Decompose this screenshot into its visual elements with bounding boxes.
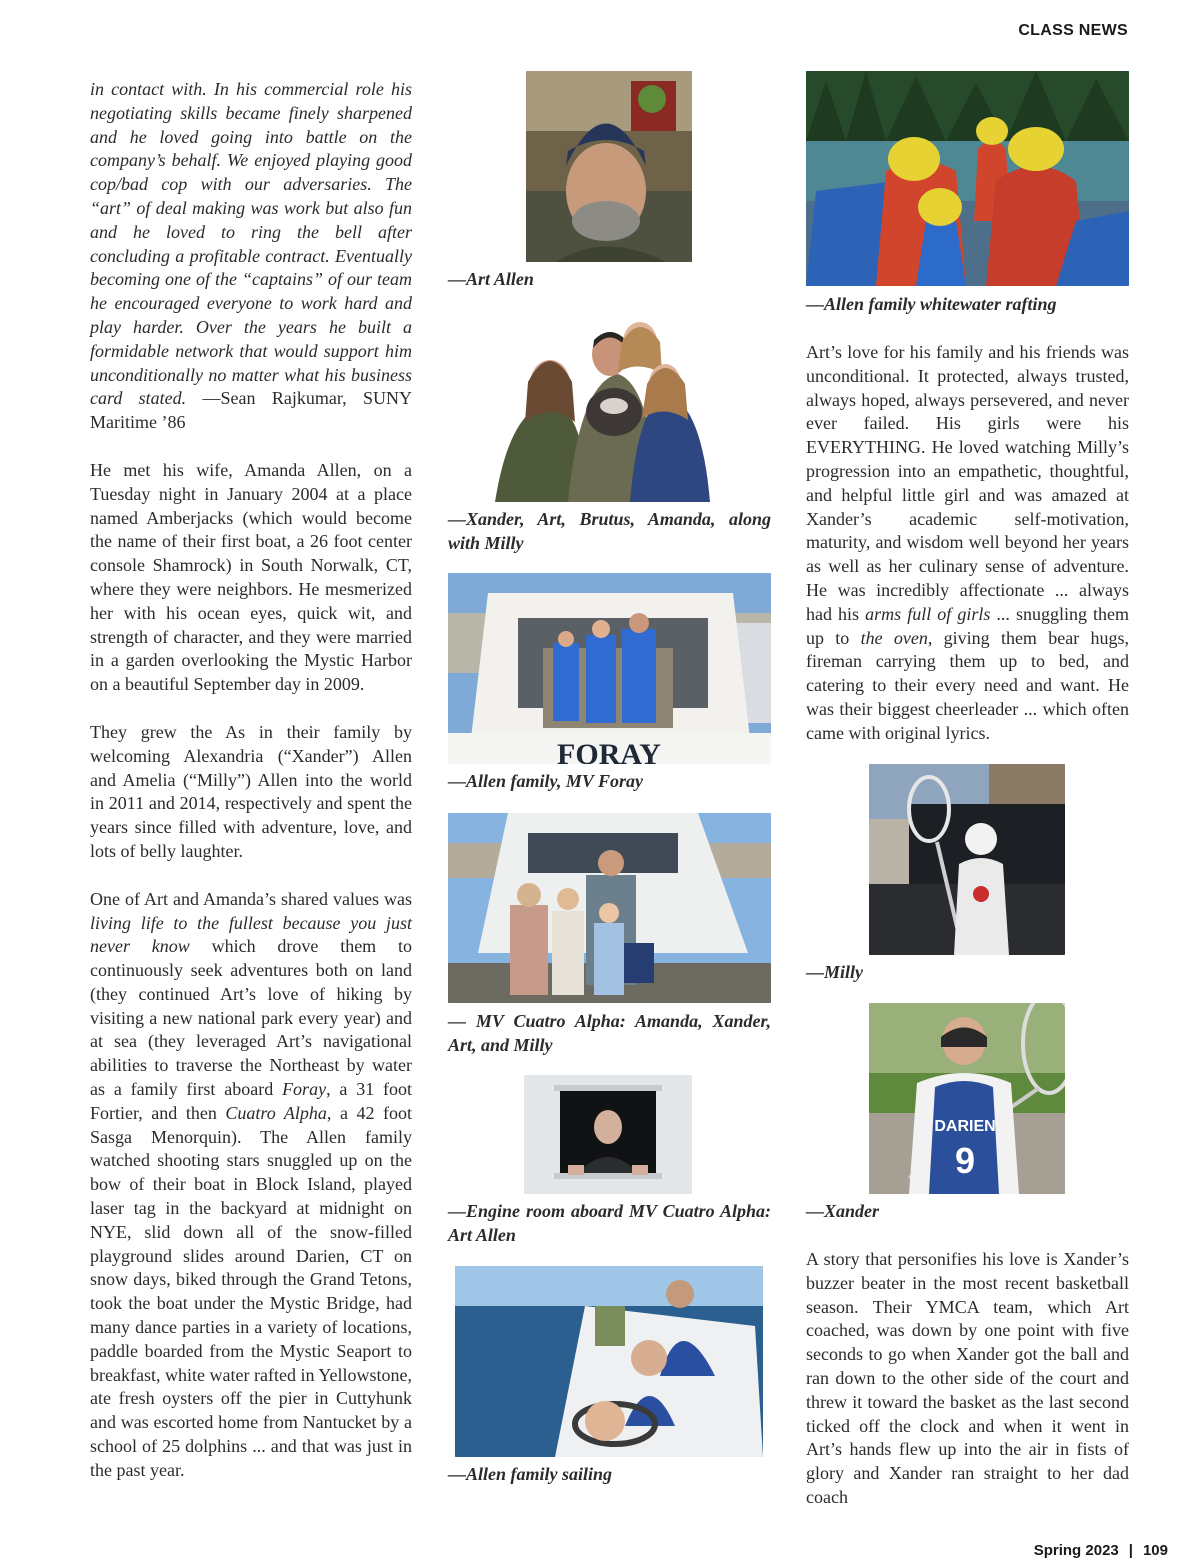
- paragraph-children: They grew the As in their family by welcoming Alexandria (“Xander”) Allen and Amelia (“Milly”) Allen into the world in 2011 and 2014, respectively and spent the years since filled with adventure, love, and lots of belly laughter.: [90, 721, 412, 861]
- paragraph-love-family: Art’s love for his family and his friends was unconditional. It protected, always trusted, always hoped, always persevered, and never ever failed. His girls were his EVERYTHING. He loved watching Milly’s progression into an empathetic, thoughtful, and helpful little girl and was amazed at Xander’s academic self-motivation, maturity, and wisdom well beyond her years as well as her culinary sense of adventure. He was incredibly affectionate ... always had his arms full of girls ... snuggling them up to the oven, giving them bear hugs, fireman carrying them up to bed, and catering to their every need and want. He was their biggest cheerleader ... which often came with original lyrics.: [806, 342, 1130, 743]
- section-label: CLASS NEWS: [1018, 22, 1128, 39]
- caption-family-sailing: —Allen family sailing: [448, 1464, 613, 1484]
- caption-mv-foray: —Allen family, MV Foray: [448, 771, 644, 791]
- right-column-text-upper: [806, 341, 1129, 770]
- caption-xander: —Xander: [806, 1201, 880, 1221]
- page-footer: [1034, 1542, 1168, 1559]
- caption-milly: —Milly: [806, 962, 863, 982]
- left-column-text: [90, 78, 412, 1507]
- jersey-number-text: 9: [954, 1140, 976, 1181]
- caption-art-allen: —Art Allen: [448, 269, 534, 289]
- caption-whitewater-rafting: —Allen family whitewater rafting: [806, 294, 1057, 314]
- paragraph-adventures: One of Art and Amanda’s shared values was living life to the fullest because you just never know which drove them to continuously seek adventures both on land (they continued Art’s love of hiking by visiting a new national park every year) and at sea (they leveraged Art’s navigational abilities to traverse the Northeast by water as a family first aboard Foray, a 31 foot Fortier, and then Cuatro Alpha, a 42 foot Sasga Menorquin). The Allen family watched shooting stars snuggled up on the bow of their boat in Block Island, played laser tag in the backyard at midnight on NYE, slid down all of the snow-filled playground slides around Darien, CT on snow days, biked through the Grand Tetons, took the boat under the Mystic Bridge, had many dance parties in a variety of locations, paddle boarded from the Mystic Seaport to breakfast, white water rafted in Yellowstone, ate fresh oysters off the pier in Cuttyhunk and was escorted home from Nantucket by a school of 25 dolphins ... and that was just in the past year.: [90, 888, 413, 1480]
- photo-milly-lacrosse: [869, 764, 1065, 955]
- boat-name-foray: FORAY: [557, 738, 661, 764]
- caption-mv-cuatro-alpha: — MV Cuatro Alpha: Amanda, Xander, Art, and Milly: [448, 1011, 771, 1055]
- caption-family-with-dog: —Xander, Art, Brutus, Amanda, along with Milly: [448, 509, 771, 553]
- page-number: 109: [1142, 1542, 1168, 1559]
- paragraph-buzzer-beater: A story that personifies his love is Xander’s buzzer beater in the most recent basketball season. Their YMCA team, which Art coached, was down by one point with five seconds to go when Xander got the ball and ran down to the other side of the court and threw it toward the basket as the last second ticked off the clock and when it went in Art’s hands flew up into the air in fists of glory and Xander ran straight to her dad coach: [806, 1249, 1129, 1507]
- footer-separator: |: [1128, 1542, 1133, 1559]
- photo-mv-cuatro-alpha: [448, 813, 771, 1003]
- photo-whitewater-rafting: [806, 71, 1129, 286]
- quote-text: in contact with. In his commercial role his negotiating skills became finely sharpened and he loved going into battle on the company’s behalf. We enjoyed playing good cop/bad cop with our adversaries. The “art” of deal making was work but also fun and he loved to ring the bell after concluding a profitable contract. Eventually becoming one of the “captains” of our team he encouraged everyone to work hard and play harder. Over the years he built a formidable network that would support him unconditionally no matter what his business card stated.: [90, 79, 412, 409]
- right-column-text-lower: [806, 1248, 1129, 1534]
- caption-engine-room: —Engine room aboard MV Cuatro Alpha: Art Allen: [448, 1201, 771, 1245]
- photo-family-with-dog: [490, 312, 720, 502]
- photo-family-sailing: [455, 1266, 763, 1457]
- issue-label: Spring 2023: [1033, 1542, 1119, 1559]
- photo-art-allen: [526, 71, 692, 262]
- tribute-quote: [90, 78, 412, 435]
- photo-xander-lacrosse: [869, 1003, 1065, 1194]
- quote-attribution: —Sean Rajkumar, SUNY Maritime ’86: [90, 388, 412, 433]
- photo-engine-room: [524, 1075, 692, 1194]
- photo-mv-foray: [448, 573, 771, 764]
- jersey-team-text: DARIEN: [934, 1118, 996, 1135]
- paragraph-meeting: He met his wife, Amanda Allen, on a Tuesday night in January 2004 at a place named Amberjacks (which would become the name of their first boat, a 26 foot center console Shamrock) in South Norwalk, CT, where they were neighbors. He mesmerized her with his ocean eyes, quick wit, and strength of character, and they were married in a garden overlooking the Mystic Harbor on a beautiful September day in 2009.: [90, 459, 412, 695]
